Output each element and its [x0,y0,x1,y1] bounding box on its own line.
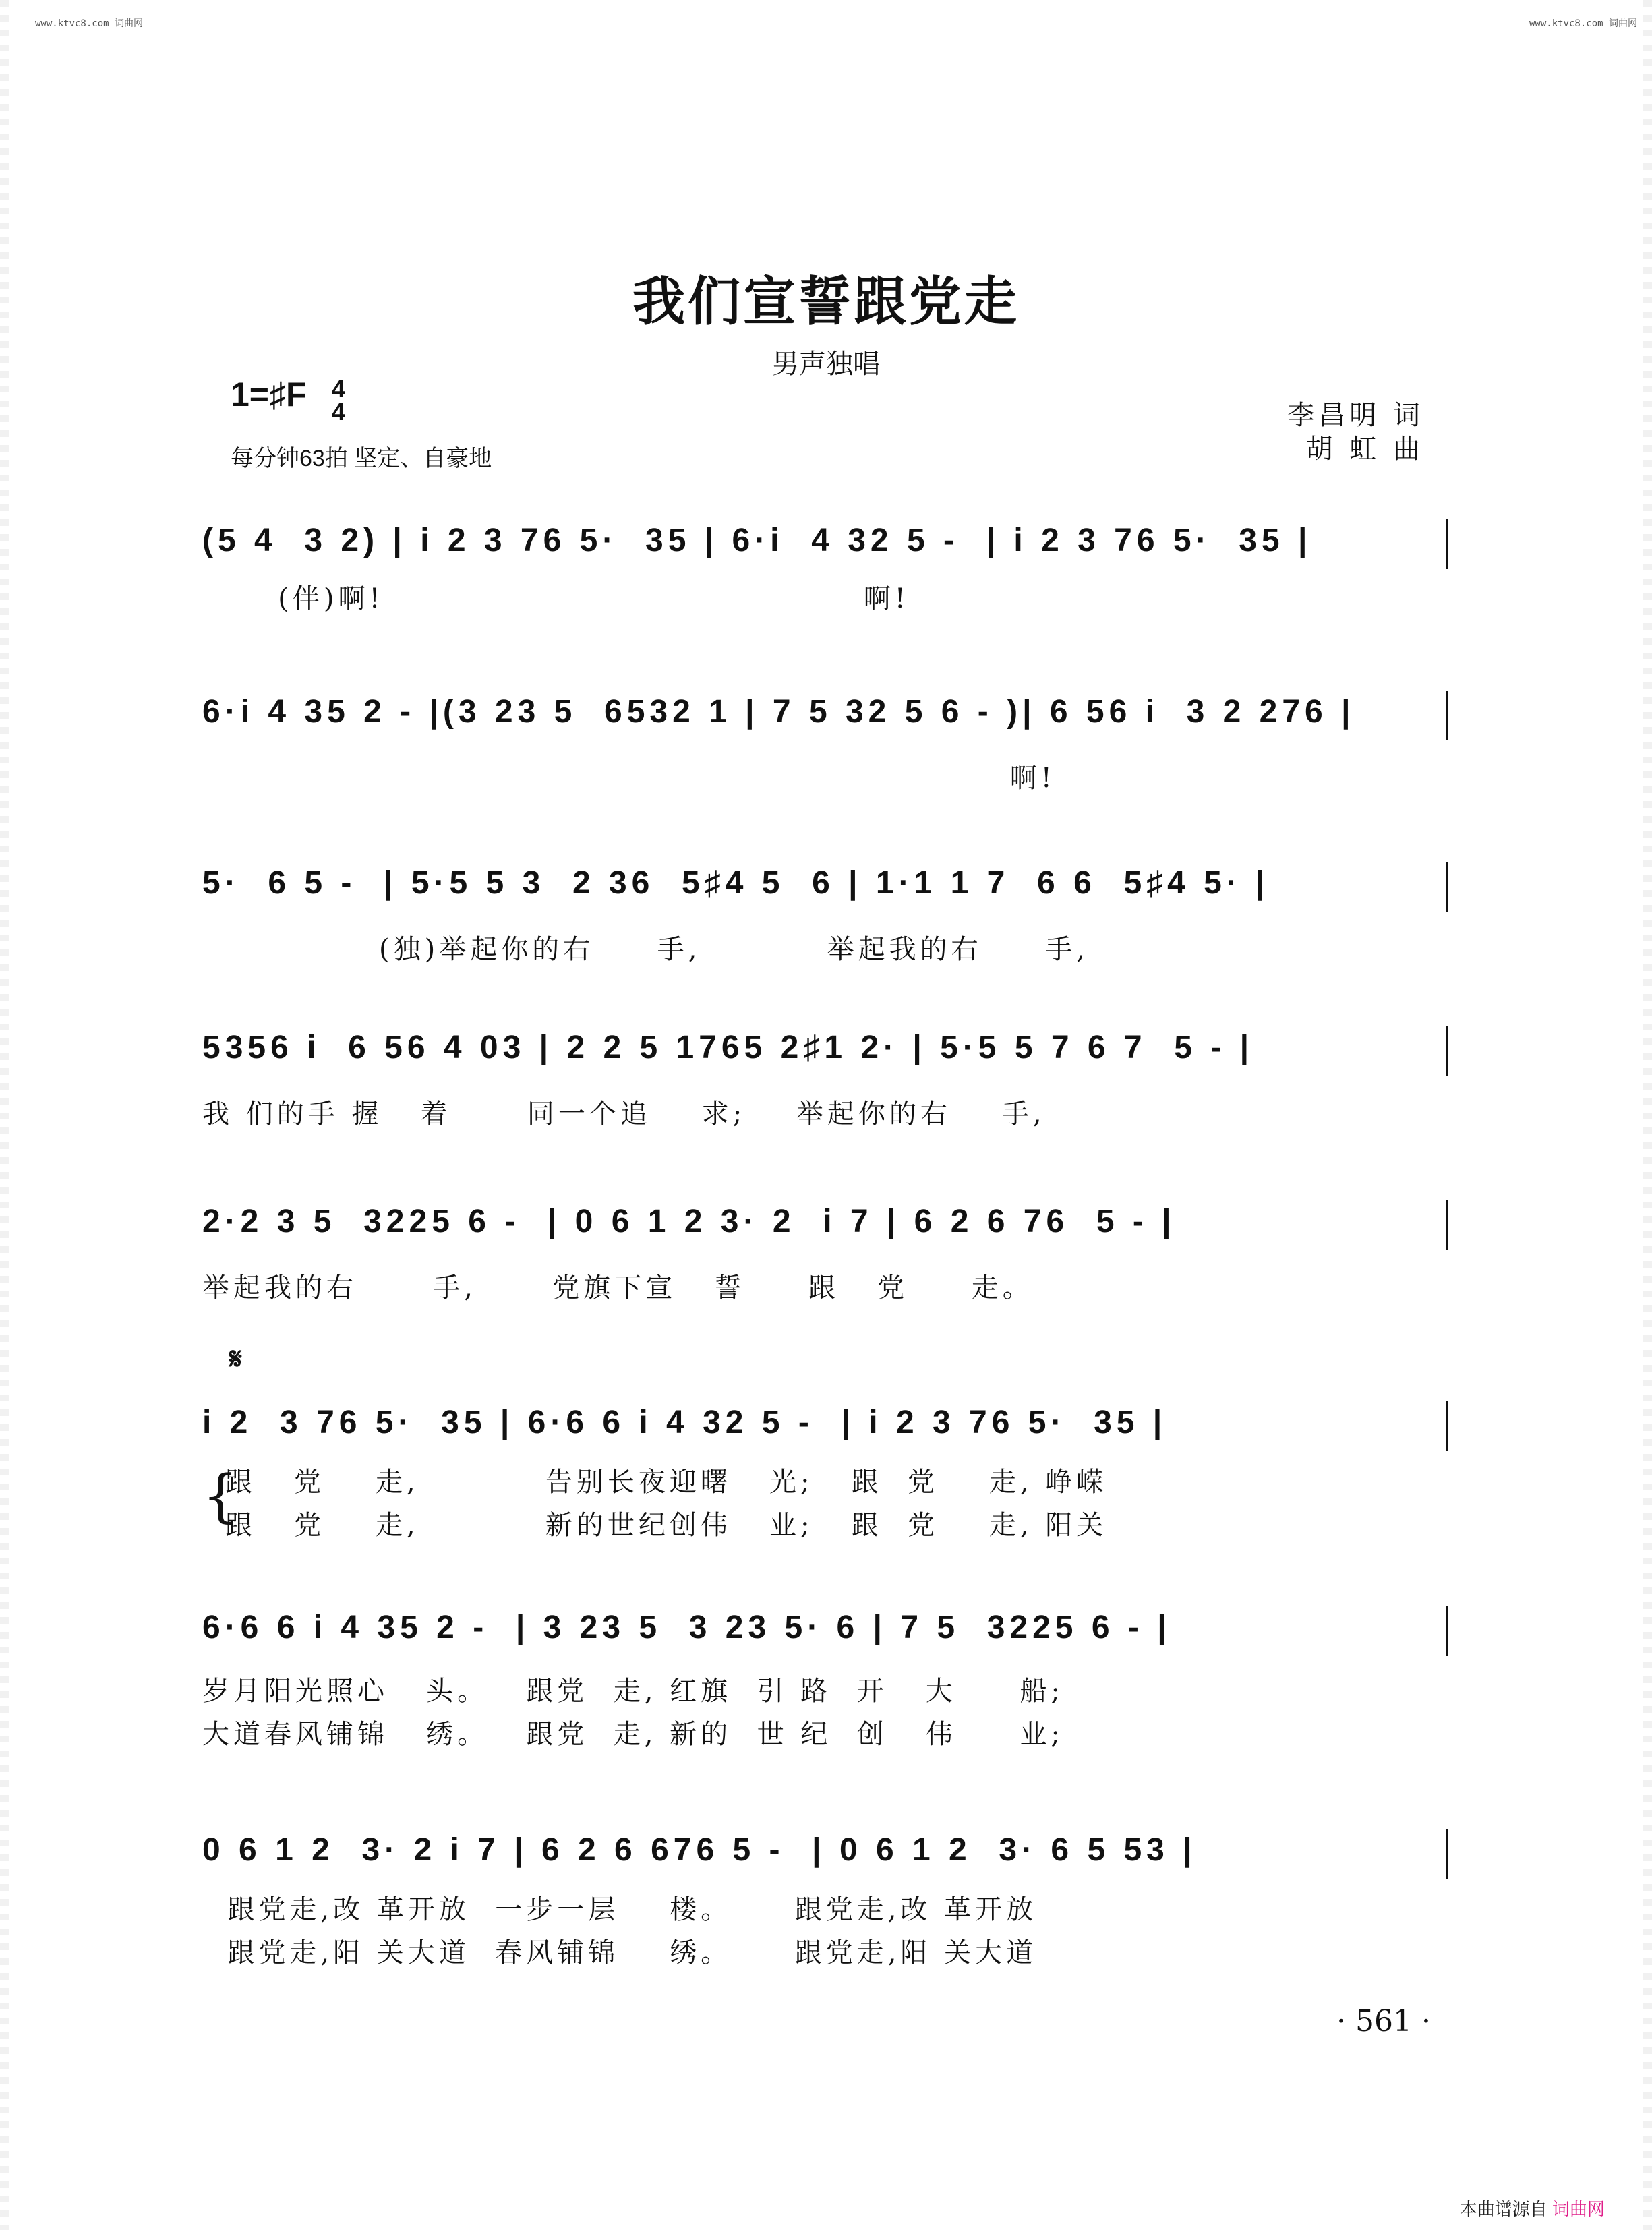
site-watermark-left: www.ktvc8.com 词曲网 [35,18,144,29]
system-6-lyrics-verse-2: 跟 党 走, 新的世纪创伟 业; 跟 党 走, 阳关 [225,1510,1108,1541]
system-6-lyrics-verse-1: 跟 党 走, 告别长夜迎曙 光; 跟 党 走, 峥嵘 [225,1467,1108,1498]
barline [1446,862,1448,912]
segno-sign: 𝄋 [229,1342,242,1376]
site-watermark-right: www.ktvc8.com 词曲网 [1529,18,1637,29]
system-8-lyrics-verse-1: 跟党走,改 革开放 一步一层 楼。 跟党走,改 革开放 [202,1894,1038,1925]
system-2-lyrics: 啊! [202,763,1056,794]
composer-credit: 胡 虹 曲 [1305,434,1424,465]
barline [1446,1401,1448,1451]
barline [1446,691,1448,740]
system-4-lyrics: 我 们的手 握 着 同一个追 求; 举起你的右 手, [202,1098,1046,1129]
system-5-lyrics: 举起我的右 手, 党旗下宣 誓 跟 党 走。 [202,1272,1034,1303]
system-1-notes: (5 4 3 2) | i 2 3 76 5· 35 | 6·i 4 32 5 - | i 2 3 76 5· 35 | [202,523,1312,558]
footer-brand-link[interactable]: 词曲网 [1552,2199,1605,2219]
system-4-notes: 5356 i 6 56 4 03 | 2 2 5 1765 2♯1 2· | 5·5 5 7 6 7 5 - | [202,1030,1254,1065]
lyricist-credit: 李昌明 词 [1287,400,1424,431]
time-signature [332,375,346,426]
system-5-notes: 2·2 3 5 3225 6 - | 0 6 1 2 3· 2 i 7 | 6 2 6 76 5 - | [202,1204,1176,1239]
system-7-lyrics-verse-2: 大道春风铺锦 绣。 跟党 走, 新的 世 纪 创 伟 业; [202,1719,1064,1750]
system-3-notes: 5· 6 5 - | 5·5 5 3 2 36 5♯4 5 6 | 1·1 1 7 6 6 5♯4 5· | [202,865,1270,901]
tempo-marking: 每分钟63拍 坚定、自豪地 [231,446,492,471]
barline [1446,519,1448,569]
system-8-notes: 0 6 1 2 3· 2 i 7 | 6 2 6 676 5 - | 0 6 1 2 3· 6 5 53 | [202,1832,1197,1868]
song-title: 我们宣誓跟党走 [632,271,1020,332]
footer-source [1460,2196,1605,2221]
verse-brace: { [202,1463,239,1529]
system-3-lyrics: (独)举起你的右 手, 举起我的右 手, [202,934,1089,965]
page-number: · 561 · [1336,2004,1431,2038]
system-2-notes: 6·i 4 35 2 - |(3 23 5 6532 1 | 7 5 32 5 6 - )| 6 56 i 3 2 276 | [202,694,1355,730]
barline [1446,1200,1448,1250]
time-signature-bottom: 4 [332,398,346,426]
song-subtitle: 男声独唱 [772,349,880,380]
system-6-notes: i 2 3 76 5· 35 | 6·6 6 i 4 32 5 - | i 2 3 76 5· 35 | [202,1405,1167,1440]
time-signature-top: 4 [332,375,346,403]
key-signature: 1=♯F [231,376,307,413]
system-7-lyrics-verse-1: 岁月阳光照心 头。 跟党 走, 红旗 引 路 开 大 船; [202,1676,1064,1707]
barline [1446,1026,1448,1076]
footer-source-text: 本曲谱源自 [1459,2199,1547,2219]
barline [1446,1829,1448,1879]
system-7-notes: 6·6 6 i 4 35 2 - | 3 23 5 3 23 5· 6 | 7 5 3225 6 - | [202,1610,1171,1645]
system-1-lyrics: (伴)啊! 啊! [202,583,910,614]
barline [1446,1606,1448,1656]
system-8-lyrics-verse-2: 跟党走,阳 关大道 春风铺锦 绣。 跟党走,阳 关大道 [202,1937,1038,1968]
